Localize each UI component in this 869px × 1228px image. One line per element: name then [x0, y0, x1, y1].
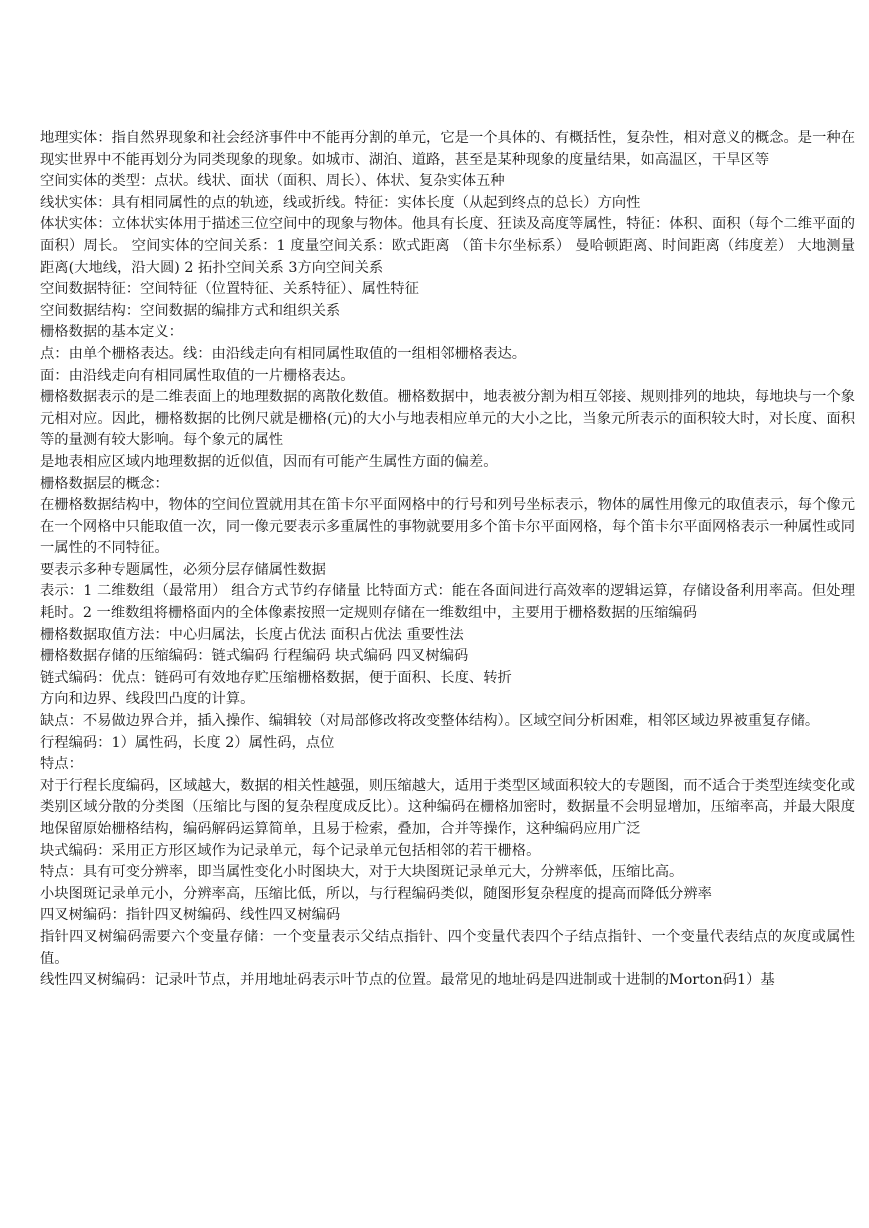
- paragraph-raster-layer-concept: 栅格数据层的概念：: [40, 475, 169, 492]
- paragraph-block-encoding: 块式编码：采用正方形区域作为记录单元，每个记录单元包括相邻的若干栅格。: [40, 842, 541, 859]
- paragraph-geographic-entity: 地理实体：指自然界现象和社会经济事件中不能再分割的单元，它是一个具体的、有概括性，复杂性，相对意义的概念。是一种在现实世界中不能再划分为同类现象的现象。如城市、湖泊、道路，甚至是某种现象的度量结果，如高温区，干旱区等: [40, 130, 855, 168]
- paragraph-raster-value-methods: 栅格数据取值方法：中心归属法，长度占优法 面积占优法 重要性法: [40, 626, 464, 643]
- paragraph-pointer-quadtree: 指针四叉树编码需要六个变量存储：一个变量表示父结点指针、四个变量代表四个子结点指针、一个变量代表结点的灰度或属性值。: [40, 928, 855, 967]
- paragraph-chain-code-advantages-cont: 方向和边界、线段凹凸度的计算。: [40, 691, 255, 708]
- paragraph-raster-point-line: 点：由单个栅格表达。线：由沿线走向有相同属性取值的一组相邻栅格表达。: [40, 345, 527, 362]
- paragraph-raster-area: 面：由沿线走向有相同属性取值的一片栅格表达。: [40, 367, 355, 384]
- paragraph-raster-representation: 栅格数据表示的是二维表面上的地理数据的离散化数值。栅格数据中，地表被分割为相互邻接、规则排列的地块，每地块与一个象元相对应。因此，栅格数据的比例尺就是栅格(元)的大小与地表相应单元的大小之比，当象元所表示的面积较大时，对长度、面积等的量测有较大影响。每个象元的属性: [40, 389, 855, 449]
- paragraph-features-heading: 特点：: [40, 756, 83, 773]
- paragraph-run-length-encoding: 行程编码：1）属性码，长度 2）属性码，点位: [40, 734, 335, 751]
- paragraph-spatial-data-structure: 空间数据结构：空间数据的编排方式和组织关系: [40, 302, 341, 319]
- paragraph-spatial-entity-types: 空间实体的类型：点状。线状、面状（面积、周长）、体状、复杂实体五种: [40, 173, 505, 190]
- paragraph-raster-approximation: 是地表相应区域内地理数据的近似值，因而有可能产生属性方面的偏差。: [40, 453, 498, 470]
- paragraph-block-features-cont: 小块图斑记录单元小，分辨率高，压缩比低，所以，与行程编码类似，随图形复杂程度的提高而降低分辨率: [40, 885, 712, 902]
- paragraph-linear-quadtree: 线性四叉树编码：记录叶节点，并用地址码表示叶节点的位置。最常见的地址码是四进制或十进制的Morton码1）基: [40, 972, 775, 989]
- paragraph-layered-storage: 要表示多种专题属性，必须分层存储属性数据: [40, 561, 326, 578]
- paragraph-chain-code-disadvantages: 缺点：不易做边界合并，插入操作、编辑较（对局部修改将改变整体结构）。区域空间分析困难，相邻区域边界被重复存储。: [40, 713, 820, 730]
- paragraph-array-representation: 表示：1 二维数组（最常用） 组合方式节约存储量 比特面方式：能在各面间进行高效率的逻辑运算，存储设备利用率高。但处理耗时。2 一维数组将栅格面内的全体像素按照一定规则存储在一维数组中，主要用于栅格数据的压缩编码: [40, 583, 855, 622]
- paragraph-compression-encodings: 栅格数据存储的压缩编码：链式编码 行程编码 块式编码 四叉树编码: [40, 648, 469, 665]
- paragraph-spatial-data-features: 空间数据特征：空间特征（位置特征、关系特征）、属性特征: [40, 281, 419, 298]
- paragraph-raster-structure: 在栅格数据结构中，物体的空间位置就用其在笛卡尔平面网格中的行号和列号坐标表示，物体的属性用像元的取值表示，每个像元在一个网格中只能取值一次，同一像元要表示多重属性的事物就要用多个笛卡尔平面网格，每个笛卡尔平面网格表示一种属性或同一属性的不同特征。: [40, 497, 855, 557]
- paragraph-chain-code-advantages: 链式编码：优点：链码可有效地存贮压缩栅格数据，便于面积、长度、转折: [40, 669, 512, 686]
- paragraph-run-length-features: 对于行程长度编码，区域越大，数据的相关性越强，则压缩越大，适用于类型区域面积较大的专题图，而不适合于类型连续变化或类别区域分散的分类图（压缩比与图的复杂程度成反比）。这种编码在栅格加密时，数据量不会明显增加，压缩率高，并最大限度地保留原始栅格结构，编码解码运算简单，且易于检索，叠加，合并等操作，这种编码应用广泛: [40, 777, 855, 837]
- document-body: [40, 128, 855, 992]
- paragraph-quadtree-encoding: 四叉树编码：指针四叉树编码、线性四叉树编码: [40, 907, 341, 924]
- paragraph-linear-entity: 线状实体：具有相同属性的点的轨迹，线或折线。特征：实体长度（从起到终点的总长）方向性: [40, 194, 641, 211]
- paragraph-block-features: 特点：具有可变分辨率，即当属性变化小时图块大，对于大块图斑记录单元大，分辨率低，压缩比高。: [40, 864, 684, 881]
- paragraph-raster-basic-definition: 栅格数据的基本定义：: [40, 324, 183, 341]
- paragraph-volumetric-entity: 体状实体：立体状实体用于描述三位空间中的现象与物体。他具有长度、狂读及高度等属性，特征：体积、面积（每个二维平面的面积）周长。 空间实体的空间关系：1 度量空间关系：欧式距离 （笛卡尔坐标系） 曼哈顿距离、时间距离（纬度差） 大地测量距离(大地线，沿大圆) 2 拓扑空间关系 3方向空间关系: [40, 216, 855, 276]
